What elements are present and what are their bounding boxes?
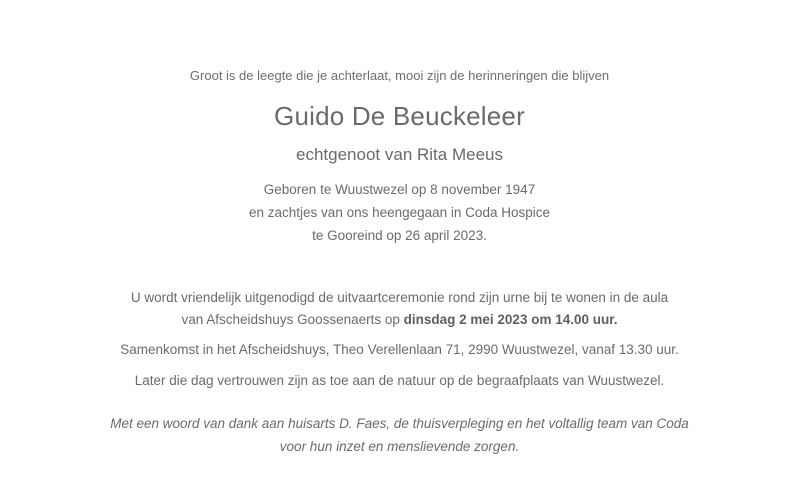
invitation-line-2 bbox=[0, 312, 799, 327]
thanks-line-1: Met een woord van dank aan huisarts D. Faes, de thuisverpleging en het voltallig team van Coda bbox=[110, 416, 689, 431]
birth-line-1: Geboren te Wuustwezel op 8 november 1947 bbox=[263, 182, 536, 197]
gathering-text: Samenkomst in het Afscheidshuys, Theo Verellenlaan 71, 2990 Wuustwezel, vanaf 13.30 uur. bbox=[120, 342, 679, 357]
later-text: Later die dag vertrouwen zijn as toe aan de natuur op de begraafplaats van Wuustwezel. bbox=[134, 373, 665, 388]
ceremony-date-time: dinsdag 2 mei 2023 om 14.00 uur. bbox=[403, 312, 618, 327]
thanks-line-2: voor hun inzet en menslievende zorgen. bbox=[279, 439, 520, 454]
invitation-line-1: U wordt vriendelijk uitgenodigd de uitvaartceremonie rond zijn urne bij te wonen in de aula bbox=[130, 290, 669, 305]
birth-line-2: en zachtjes van ons heengegaan in Coda Hospice bbox=[249, 205, 550, 220]
spouse-text: echtgenoot van Rita Meeus bbox=[296, 145, 503, 164]
motto-text: Groot is de leegte die je achterlaat, mooi zijn de herinneringen die blijven bbox=[189, 68, 610, 83]
invitation-line-2-prefix: van Afscheidshuys Goossenaerts op bbox=[181, 312, 404, 327]
deceased-name: Guido De Beuckeleer bbox=[274, 101, 525, 131]
birth-line-3: te Gooreind op 26 april 2023. bbox=[312, 228, 487, 243]
